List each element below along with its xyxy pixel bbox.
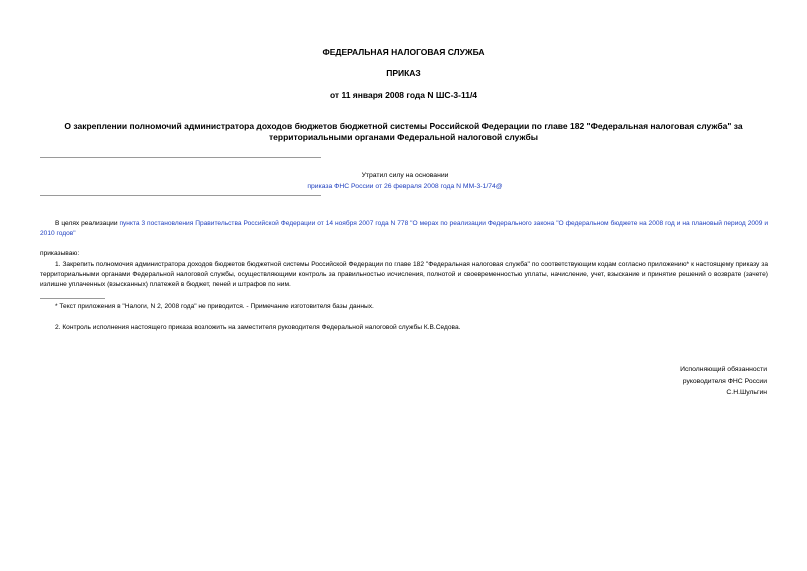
repeal-status-text: Утратил силу на основании (361, 172, 449, 179)
order-word: приказываю: (40, 250, 80, 257)
preamble-prefix: В целях реализации (55, 220, 120, 227)
organization-heading: ФЕДЕРАЛЬНАЯ НАЛОГОВАЯ СЛУЖБА (322, 47, 485, 57)
divider-top (40, 157, 321, 158)
footnote-text: * Текст приложения в "Налоги, N 2, 2008 года" не приводится. - Примечание изготовителя базы данных. (55, 303, 374, 310)
repeal-notice (215, 170, 595, 192)
document-type-heading: ПРИКАЗ (386, 68, 421, 78)
document-title: О закреплении полномочий администратора доходов бюджетов бюджетной системы Российской Федерации по главе 182 "Федеральная налоговая служба" за территориальными органами Федеральной налоговой службы (64, 121, 743, 142)
preamble-paragraph (40, 219, 768, 239)
footnote-divider (40, 298, 105, 299)
signature-block (567, 364, 767, 399)
signature-position: Исполняющий обязанности (680, 366, 767, 373)
signature-organization: руководителя ФНС России (682, 377, 767, 385)
preamble-resolution-link[interactable]: пункта 3 постановления Правительства Российской Федерации от 14 ноября 2007 года N 778 "О мерах по реализации Федерального закона "О федеральном бюджете на 2008 год и на плановый период 2009 и 2010 годов" (40, 220, 769, 238)
repeal-basis-link[interactable]: приказа ФНС России от 26 февраля 2008 года N ММ-3-1/74@ (307, 183, 503, 190)
item-1-paragraph: 1. Закрепить полномочия администратора доходов бюджетов бюджетной системы Российской Федерации по главе 182 "Федеральная налоговая служба" по соответствующим кодам согласно приложению* к настоящему приказу за территориальными органами Федеральной налоговой службы, осуществляющими контроль за правильностью исчисления, полнотой и своевременностью уплаты, начисление, учет, взыскание и принятие решений о возврате (зачете) излишне уплаченных (взысканных) платежей в бюджет, пеней и штрафов по ним. (40, 261, 768, 289)
signature-name: С.Н.Шульгин (726, 389, 767, 396)
divider-bottom (40, 195, 321, 196)
item-2-paragraph: 2. Контроль исполнения настоящего приказа возложить на заместителя руководителя Федеральной налоговой службы К.В.Седова. (55, 324, 461, 331)
document-date-number: от 11 января 2008 года N ШС-3-11/4 (329, 90, 478, 100)
